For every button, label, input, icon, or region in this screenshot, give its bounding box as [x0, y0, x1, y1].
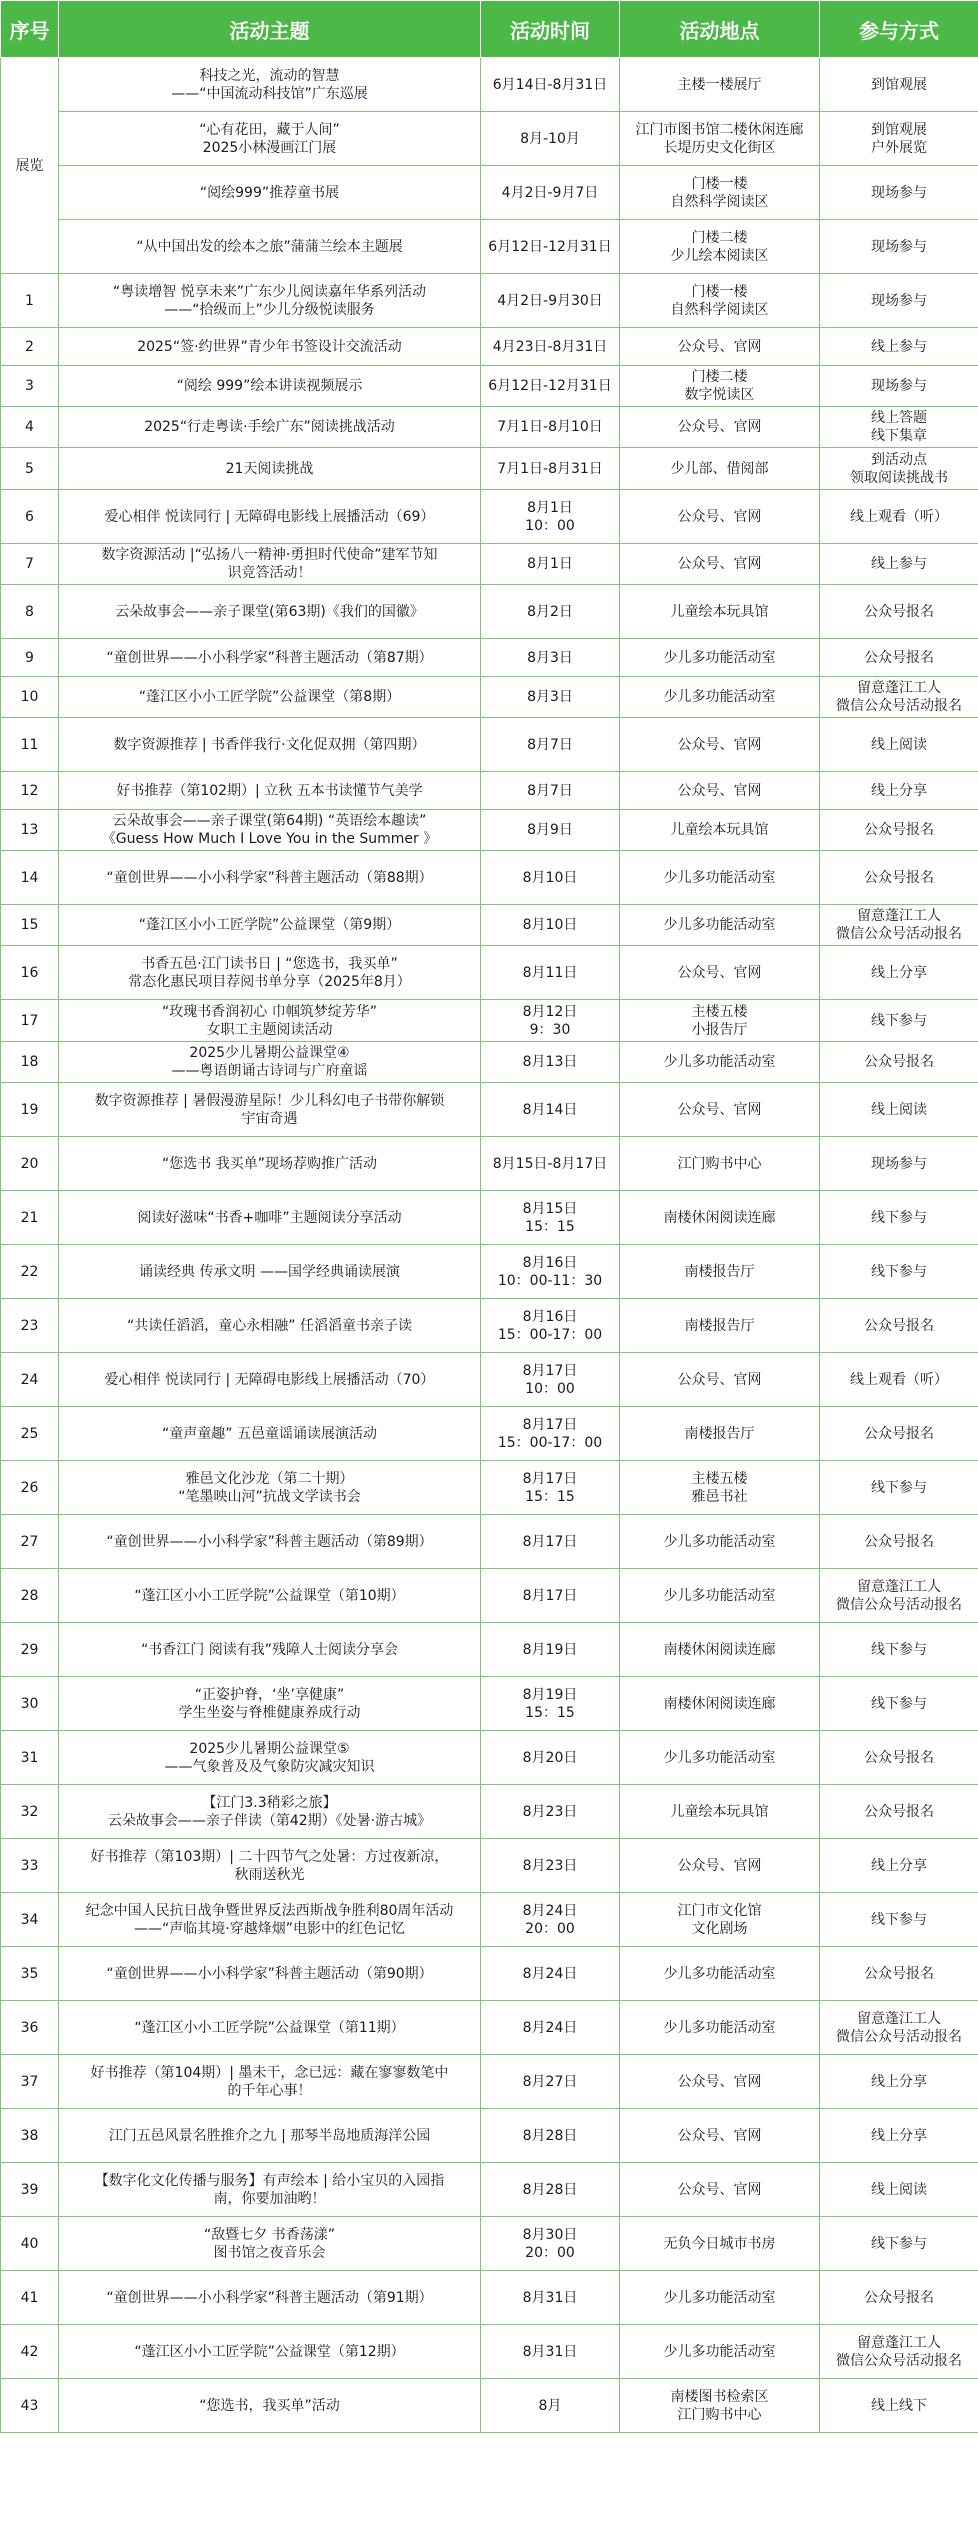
table-row	[1, 1569, 978, 1623]
cell-venue: 门楼二楼 少儿绘本阅读区	[620, 220, 820, 274]
cell-topic: “蓬江区小小工匠学院”公益课堂（第8期）	[59, 677, 481, 718]
cell-venue: 公众号、官网	[620, 544, 820, 585]
cell-time: 4月23日-8月31日	[481, 328, 620, 366]
table-row	[1, 1245, 978, 1299]
table-row	[1, 2055, 978, 2109]
cell-venue: 少儿部、借阅部	[620, 448, 820, 490]
table-row	[1, 166, 978, 220]
cell-no: 29	[1, 1623, 59, 1677]
cell-way: 线上阅读	[820, 1083, 978, 1137]
cell-way: 公众号报名	[820, 851, 978, 905]
table-row	[1, 585, 978, 639]
cell-no: 16	[1, 946, 59, 1000]
table-row	[1, 490, 978, 544]
cell-no: 43	[1, 2379, 59, 2433]
cell-time: 8月20日	[481, 1731, 620, 1785]
cell-topic: 2025“行走粤读·手绘广东”阅读挑战活动	[59, 407, 481, 448]
table-row	[1, 677, 978, 718]
cell-venue: 少儿多功能活动室	[620, 905, 820, 946]
cell-way: 线上分享	[820, 1839, 978, 1893]
cell-no: 36	[1, 2001, 59, 2055]
cell-topic: 数字资源推荐 | 暑假漫游星际！少儿科幻电子书带你解锁 宇宙奇遇	[59, 1083, 481, 1137]
table-row	[1, 1461, 978, 1515]
cell-way: 线上参与	[820, 328, 978, 366]
cell-venue: 公众号、官网	[620, 2163, 820, 2217]
cell-way: 线下参与	[820, 1000, 978, 1042]
cell-no: 42	[1, 2325, 59, 2379]
table-row	[1, 1515, 978, 1569]
cell-no: 9	[1, 639, 59, 677]
cell-time: 8月14日	[481, 1083, 620, 1137]
cell-time: 8月15日 15：15	[481, 1191, 620, 1245]
cell-topic: “共读任滔滔，童心永相融” 任滔滔童书亲子读	[59, 1299, 481, 1353]
cell-no: 40	[1, 2217, 59, 2271]
cell-way: 公众号报名	[820, 810, 978, 851]
cell-venue: 门楼一楼 自然科学阅读区	[620, 166, 820, 220]
cell-time: 8月11日	[481, 946, 620, 1000]
cell-no: 1	[1, 274, 59, 328]
cell-time: 8月15日-8月17日	[481, 1137, 620, 1191]
cell-time: 8月7日	[481, 772, 620, 810]
cell-time: 8月16日 10：00-11：30	[481, 1245, 620, 1299]
cell-no: 8	[1, 585, 59, 639]
cell-topic: 云朵故事会——亲子课堂(第63期)《我们的国徽》	[59, 585, 481, 639]
cell-venue: 少儿多功能活动室	[620, 2325, 820, 2379]
table-row	[1, 2163, 978, 2217]
cell-time: 7月1日-8月10日	[481, 407, 620, 448]
cell-time: 6月12日-12月31日	[481, 220, 620, 274]
cell-venue: 江门购书中心	[620, 1137, 820, 1191]
cell-way: 留意蓬江工人 微信公众号活动报名	[820, 905, 978, 946]
cell-way: 现场参与	[820, 274, 978, 328]
cell-time: 8月3日	[481, 677, 620, 718]
cell-venue: 少儿多功能活动室	[620, 1569, 820, 1623]
cell-way: 现场参与	[820, 220, 978, 274]
cell-topic: “玫瑰书香润初心 巾帼筑梦绽芳华” 女职工主题阅读活动	[59, 1000, 481, 1042]
cell-time: 4月2日-9月7日	[481, 166, 620, 220]
cell-venue: 主楼五楼 小报告厅	[620, 1000, 820, 1042]
cell-topic: “阅绘999”推荐童书展	[59, 166, 481, 220]
table-row	[1, 58, 978, 112]
table-row	[1, 851, 978, 905]
cell-venue: 南楼休闲阅读连廊	[620, 1191, 820, 1245]
cell-venue: 少儿多功能活动室	[620, 1947, 820, 2001]
cell-topic: “蓬江区小小工匠学院”公益课堂（第12期）	[59, 2325, 481, 2379]
cell-time: 8月28日	[481, 2109, 620, 2163]
table-row	[1, 639, 978, 677]
cell-no: 38	[1, 2109, 59, 2163]
cell-venue: 公众号、官网	[620, 407, 820, 448]
cell-venue: 南楼报告厅	[620, 1245, 820, 1299]
table-row	[1, 1731, 978, 1785]
table-row	[1, 1677, 978, 1731]
cell-venue: 南楼图书检索区 江门购书中心	[620, 2379, 820, 2433]
cell-way: 线上阅读	[820, 718, 978, 772]
cell-venue: 南楼休闲阅读连廊	[620, 1623, 820, 1677]
cell-venue: 无负今日城市书房	[620, 2217, 820, 2271]
table-row	[1, 1299, 978, 1353]
cell-topic: “阅绘 999”绘本讲读视频展示	[59, 366, 481, 407]
cell-time: 8月28日	[481, 2163, 620, 2217]
cell-no: 22	[1, 1245, 59, 1299]
cell-venue: 江门市图书馆二楼休闲连廊 长堤历史文化街区	[620, 112, 820, 166]
cell-no: 5	[1, 448, 59, 490]
cell-venue: 江门市文化馆 文化剧场	[620, 1893, 820, 1947]
cell-topic: “蓬江区小小工匠学院”公益课堂（第9期）	[59, 905, 481, 946]
table-row	[1, 328, 978, 366]
cell-venue: 少儿多功能活动室	[620, 851, 820, 905]
cell-way: 到馆观展 户外展览	[820, 112, 978, 166]
cell-time: 8月31日	[481, 2325, 620, 2379]
table-row	[1, 2109, 978, 2163]
cell-time: 8月10日	[481, 851, 620, 905]
cell-topic: 诵读经典 传承文明 ——国学经典诵读展演	[59, 1245, 481, 1299]
cell-no: 12	[1, 772, 59, 810]
cell-topic: 好书推荐（第102期）| 立秋 五本书读懂节气美学	[59, 772, 481, 810]
cell-topic: 江门五邑风景名胜推介之九 | 那琴半岛地质海洋公园	[59, 2109, 481, 2163]
cell-topic: “童创世界——小小科学家”科普主题活动（第88期）	[59, 851, 481, 905]
table-row	[1, 1893, 978, 1947]
cell-way: 公众号报名	[820, 1407, 978, 1461]
cell-topic: “心有花田，藏于人间” 2025小林漫画江门展	[59, 112, 481, 166]
cell-topic: 好书推荐（第103期）| 二十四节气之处暑：方过夜新凉， 秋雨送秋光	[59, 1839, 481, 1893]
cell-topic: 数字资源活动 |“弘扬八一精神·勇担时代使命”建军节知 识竞答活动！	[59, 544, 481, 585]
cell-time: 8月17日 10：00	[481, 1353, 620, 1407]
cell-time: 8月19日	[481, 1623, 620, 1677]
cell-topic: 数字资源推荐 | 书香伴我行·文化促双拥（第四期）	[59, 718, 481, 772]
cell-topic: 【江门3.3稍彩之旅】 云朵故事会——亲子伴读（第42期）《处暑·游古城》	[59, 1785, 481, 1839]
cell-venue: 少儿多功能活动室	[620, 2001, 820, 2055]
cell-way: 现场参与	[820, 1137, 978, 1191]
cell-way: 公众号报名	[820, 1785, 978, 1839]
table-row	[1, 1623, 978, 1677]
cell-time: 8月3日	[481, 639, 620, 677]
cell-no: 19	[1, 1083, 59, 1137]
cell-topic: “童创世界——小小科学家”科普主题活动（第90期）	[59, 1947, 481, 2001]
cell-no: 39	[1, 2163, 59, 2217]
cell-no: 33	[1, 1839, 59, 1893]
cell-topic: “您选书，我买单”活动	[59, 2379, 481, 2433]
cell-venue: 少儿多功能活动室	[620, 1731, 820, 1785]
cell-venue: 公众号、官网	[620, 490, 820, 544]
table-row	[1, 1191, 978, 1245]
cell-way: 线上参与	[820, 544, 978, 585]
cell-no: 31	[1, 1731, 59, 1785]
table-row	[1, 718, 978, 772]
cell-topic: 2025少儿暑期公益课堂④ ——粤语朗诵古诗词与广府童谣	[59, 1042, 481, 1083]
cell-no: 13	[1, 810, 59, 851]
cell-topic: “敌暨七夕 书香荡漾” 图书馆之夜音乐会	[59, 2217, 481, 2271]
cell-way: 线下参与	[820, 2217, 978, 2271]
exhibit-label: 展览	[1, 58, 59, 274]
cell-no: 27	[1, 1515, 59, 1569]
cell-time: 8月17日	[481, 1515, 620, 1569]
cell-way: 现场参与	[820, 166, 978, 220]
cell-way: 留意蓬江工人 微信公众号活动报名	[820, 1569, 978, 1623]
cell-way: 线上观看（听）	[820, 1353, 978, 1407]
table-row	[1, 220, 978, 274]
table-row	[1, 1407, 978, 1461]
cell-time: 8月2日	[481, 585, 620, 639]
cell-time: 8月19日 15：15	[481, 1677, 620, 1731]
cell-time: 8月	[481, 2379, 620, 2433]
cell-venue: 少儿多功能活动室	[620, 1515, 820, 1569]
table-row	[1, 1083, 978, 1137]
cell-way: 线下参与	[820, 1623, 978, 1677]
cell-way: 线下参与	[820, 1191, 978, 1245]
cell-way: 线上分享	[820, 946, 978, 1000]
table-row	[1, 544, 978, 585]
table-row	[1, 810, 978, 851]
cell-time: 8月7日	[481, 718, 620, 772]
cell-time: 4月2日-9月30日	[481, 274, 620, 328]
cell-way: 留意蓬江工人 微信公众号活动报名	[820, 2001, 978, 2055]
cell-venue: 公众号、官网	[620, 2109, 820, 2163]
cell-no: 37	[1, 2055, 59, 2109]
cell-way: 线下参与	[820, 1245, 978, 1299]
cell-way: 线上答题 线下集章	[820, 407, 978, 448]
cell-way: 现场参与	[820, 366, 978, 407]
cell-topic: “粤读增智 悦享未来”广东少儿阅读嘉年华系列活动 ——“拾级而上”少儿分级悦读服务	[59, 274, 481, 328]
cell-no: 4	[1, 407, 59, 448]
cell-time: 6月12日-12月31日	[481, 366, 620, 407]
cell-topic: “从中国出发的绘本之旅”蒲蒲兰绘本主题展	[59, 220, 481, 274]
cell-way: 公众号报名	[820, 1731, 978, 1785]
cell-way: 留意蓬江工人 微信公众号活动报名	[820, 2325, 978, 2379]
cell-topic: 【数字化文化传播与服务】有声绘本 | 给小宝贝的入园指 南，你要加油哟！	[59, 2163, 481, 2217]
cell-no: 18	[1, 1042, 59, 1083]
table-row	[1, 1137, 978, 1191]
header-cell: 序号	[1, 1, 59, 58]
cell-venue: 南楼报告厅	[620, 1299, 820, 1353]
cell-venue: 少儿多功能活动室	[620, 1042, 820, 1083]
cell-topic: 好书推荐（第104期）| 墨未干，念已远：藏在寥寥数笔中 的千年心事！	[59, 2055, 481, 2109]
cell-time: 8月24日	[481, 2001, 620, 2055]
cell-time: 8月17日	[481, 1569, 620, 1623]
cell-time: 8月9日	[481, 810, 620, 851]
cell-way: 线下参与	[820, 1893, 978, 1947]
cell-way: 线下参与	[820, 1677, 978, 1731]
cell-venue: 门楼一楼 自然科学阅读区	[620, 274, 820, 328]
cell-no: 10	[1, 677, 59, 718]
cell-topic: 爱心相伴 悦读同行 | 无障碍电影线上展播活动（70）	[59, 1353, 481, 1407]
cell-time: 8月23日	[481, 1839, 620, 1893]
cell-topic: “童创世界——小小科学家”科普主题活动（第87期）	[59, 639, 481, 677]
cell-topic: “童创世界——小小科学家”科普主题活动（第89期）	[59, 1515, 481, 1569]
cell-topic: “童声童趣” 五邑童谣诵读展演活动	[59, 1407, 481, 1461]
cell-venue: 公众号、官网	[620, 328, 820, 366]
cell-topic: 21天阅读挑战	[59, 448, 481, 490]
cell-venue: 儿童绘本玩具馆	[620, 585, 820, 639]
cell-topic: 科技之光，流动的智慧 ——“中国流动科技馆”广东巡展	[59, 58, 481, 112]
cell-venue: 南楼报告厅	[620, 1407, 820, 1461]
cell-way: 留意蓬江工人 微信公众号活动报名	[820, 677, 978, 718]
cell-topic: “童创世界——小小科学家”科普主题活动（第91期）	[59, 2271, 481, 2325]
cell-time: 8月23日	[481, 1785, 620, 1839]
table-row	[1, 1839, 978, 1893]
cell-time: 8月24日 20：00	[481, 1893, 620, 1947]
cell-way: 公众号报名	[820, 2271, 978, 2325]
cell-no: 7	[1, 544, 59, 585]
cell-topic: 爱心相伴 悦读同行 | 无障碍电影线上展播活动（69）	[59, 490, 481, 544]
cell-topic: “蓬江区小小工匠学院”公益课堂（第10期）	[59, 1569, 481, 1623]
cell-venue: 南楼休闲阅读连廊	[620, 1677, 820, 1731]
table-row	[1, 366, 978, 407]
cell-time: 8月30日 20：00	[481, 2217, 620, 2271]
cell-time: 8月17日 15：15	[481, 1461, 620, 1515]
cell-topic: “书香江门 阅读有我”残障人士阅读分享会	[59, 1623, 481, 1677]
cell-venue: 公众号、官网	[620, 946, 820, 1000]
header-cell: 参与方式	[820, 1, 978, 58]
table-row	[1, 2325, 978, 2379]
table-row	[1, 1947, 978, 2001]
cell-topic: “您选书 我买单”现场荐购推广活动	[59, 1137, 481, 1191]
cell-time: 8月17日 15：00-17：00	[481, 1407, 620, 1461]
cell-no: 26	[1, 1461, 59, 1515]
cell-way: 线上分享	[820, 772, 978, 810]
cell-no: 17	[1, 1000, 59, 1042]
cell-no: 35	[1, 1947, 59, 2001]
table-row	[1, 407, 978, 448]
cell-time: 8月-10月	[481, 112, 620, 166]
cell-no: 41	[1, 2271, 59, 2325]
cell-way: 公众号报名	[820, 1947, 978, 2001]
header-cell: 活动主题	[59, 1, 481, 58]
cell-topic: 雅邑文化沙龙（第二十期） “笔墨映山河”抗战文学读书会	[59, 1461, 481, 1515]
table-row	[1, 274, 978, 328]
header-row	[1, 1, 978, 58]
cell-way: 到馆观展	[820, 58, 978, 112]
cell-no: 23	[1, 1299, 59, 1353]
cell-no: 3	[1, 366, 59, 407]
table-row	[1, 772, 978, 810]
cell-topic: “蓬江区小小工匠学院”公益课堂（第11期）	[59, 2001, 481, 2055]
cell-no: 28	[1, 1569, 59, 1623]
cell-venue: 门楼二楼 数字悦读区	[620, 366, 820, 407]
cell-no: 34	[1, 1893, 59, 1947]
cell-topic: “正姿护脊，‘坐’享健康” 学生坐姿与脊椎健康养成行动	[59, 1677, 481, 1731]
cell-way: 公众号报名	[820, 1042, 978, 1083]
cell-topic: 云朵故事会——亲子课堂(第64期) “英语绘本趣读” 《Guess How Much I Love You in the Summer 》	[59, 810, 481, 851]
cell-venue: 公众号、官网	[620, 718, 820, 772]
cell-way: 公众号报名	[820, 639, 978, 677]
cell-time: 8月31日	[481, 2271, 620, 2325]
cell-topic: 2025“签·约世界”青少年书签设计交流活动	[59, 328, 481, 366]
cell-way: 线上线下	[820, 2379, 978, 2433]
cell-no: 25	[1, 1407, 59, 1461]
cell-no: 24	[1, 1353, 59, 1407]
cell-topic: 2025少儿暑期公益课堂⑤ ——气象普及及气象防灾减灾知识	[59, 1731, 481, 1785]
table-row	[1, 2001, 978, 2055]
cell-time: 7月1日-8月31日	[481, 448, 620, 490]
cell-way: 公众号报名	[820, 1515, 978, 1569]
table-row	[1, 1353, 978, 1407]
cell-venue: 少儿多功能活动室	[620, 677, 820, 718]
cell-venue: 儿童绘本玩具馆	[620, 1785, 820, 1839]
cell-time: 8月1日 10：00	[481, 490, 620, 544]
cell-no: 6	[1, 490, 59, 544]
table-row	[1, 905, 978, 946]
table-row	[1, 1042, 978, 1083]
cell-time: 8月10日	[481, 905, 620, 946]
cell-topic: 纪念中国人民抗日战争暨世界反法西斯战争胜利80周年活动 ——“声临其境·穿越烽烟”电影中的红色记忆	[59, 1893, 481, 1947]
cell-way: 线下参与	[820, 1461, 978, 1515]
cell-way: 公众号报名	[820, 585, 978, 639]
cell-venue: 公众号、官网	[620, 772, 820, 810]
cell-no: 21	[1, 1191, 59, 1245]
cell-no: 11	[1, 718, 59, 772]
cell-topic: 阅读好滋味“书香+咖啡”主题阅读分享活动	[59, 1191, 481, 1245]
cell-no: 32	[1, 1785, 59, 1839]
cell-topic: 书香五邑·江门读书日 | “您选书，我买单” 常态化惠民项目荐阅书单分享（2025年8月）	[59, 946, 481, 1000]
cell-venue: 公众号、官网	[620, 1839, 820, 1893]
cell-way: 公众号报名	[820, 1299, 978, 1353]
table-row	[1, 2379, 978, 2433]
table-row	[1, 2217, 978, 2271]
cell-no: 20	[1, 1137, 59, 1191]
cell-no: 30	[1, 1677, 59, 1731]
cell-time: 8月27日	[481, 2055, 620, 2109]
cell-no: 2	[1, 328, 59, 366]
cell-time: 8月12日 9：30	[481, 1000, 620, 1042]
table-row	[1, 1785, 978, 1839]
cell-way: 线上观看（听）	[820, 490, 978, 544]
cell-way: 线上阅读	[820, 2163, 978, 2217]
header-cell: 活动时间	[481, 1, 620, 58]
cell-venue: 主楼五楼 雅邑书社	[620, 1461, 820, 1515]
header-cell: 活动地点	[620, 1, 820, 58]
cell-time: 8月24日	[481, 1947, 620, 2001]
cell-time: 8月13日	[481, 1042, 620, 1083]
cell-venue: 公众号、官网	[620, 1353, 820, 1407]
cell-venue: 公众号、官网	[620, 1083, 820, 1137]
cell-no: 14	[1, 851, 59, 905]
cell-way: 线上分享	[820, 2109, 978, 2163]
table-row	[1, 1000, 978, 1042]
cell-way: 线上分享	[820, 2055, 978, 2109]
cell-venue: 主楼一楼展厅	[620, 58, 820, 112]
cell-time: 8月16日 15：00-17：00	[481, 1299, 620, 1353]
cell-time: 6月14日-8月31日	[481, 58, 620, 112]
table-row	[1, 112, 978, 166]
cell-way: 到活动点 领取阅读挑战书	[820, 448, 978, 490]
table-row	[1, 448, 978, 490]
cell-no: 15	[1, 905, 59, 946]
cell-venue: 公众号、官网	[620, 2055, 820, 2109]
cell-venue: 儿童绘本玩具馆	[620, 810, 820, 851]
table-row	[1, 2271, 978, 2325]
cell-venue: 少儿多功能活动室	[620, 2271, 820, 2325]
table-row	[1, 946, 978, 1000]
cell-time: 8月1日	[481, 544, 620, 585]
cell-venue: 少儿多功能活动室	[620, 639, 820, 677]
